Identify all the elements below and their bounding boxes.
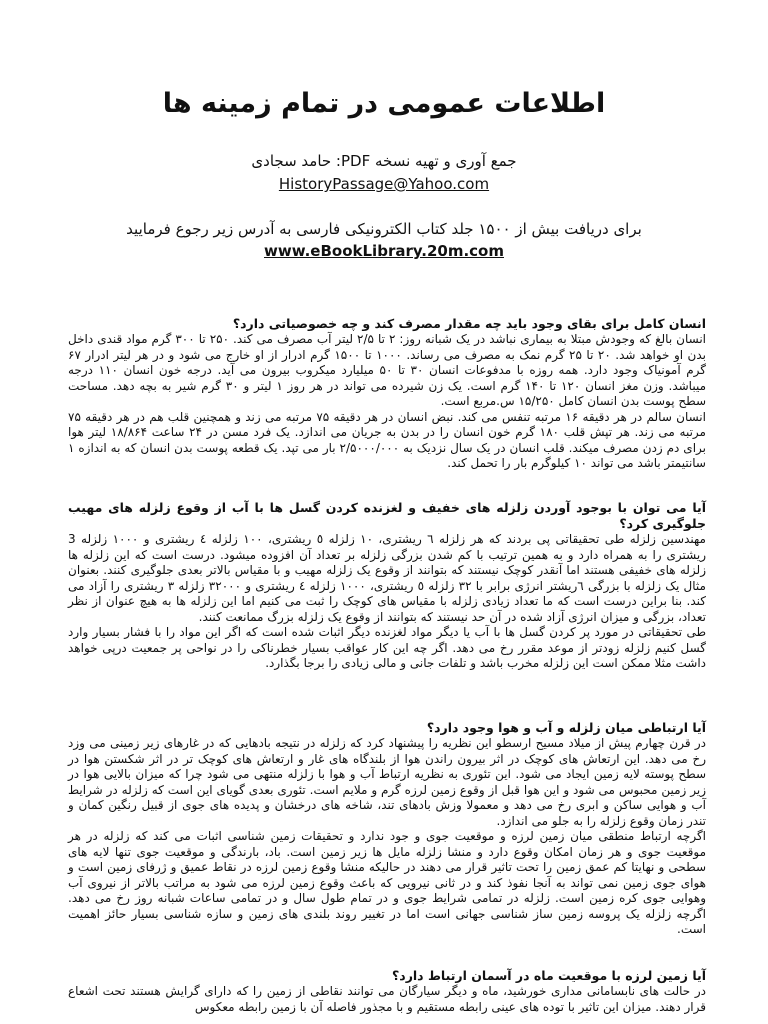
email-link[interactable]: HistoryPassage@Yahoo.com — [278, 175, 490, 193]
section-question: آیا ارتباطی میان زلزله و آب و هوا وجود دارد؟ — [426, 720, 706, 735]
download-note: برای دریافت بیش از ۱۵۰۰ جلد کتاب الکترونیکی فارسی به آدرس زیر رجوع فرمایید — [126, 220, 642, 238]
page-title: اطلاعات عمومی در تمام زمینه ها — [162, 88, 606, 119]
section-paragraph: در حالت های نابسامانی مداری خورشید، ماه و دیگر سیارگان می توانند نقاطی از زمین را که دارای گرایش هستند تحت اشعاع قرار دهند. میزان این تاثیر با توده های عینی رابطه مستقیم و با مجذور فاصله آن با زمین رابطه معکوس — [68, 984, 706, 1014]
section-paragraph: مهندسین زلزله طی تحقیقاتی پی بردند که هر زلزله ٦ ریشتری، ۱۰ زلزله ٥ ریشتری، ۱۰۰ زلزله ٤ ریشتری و ۱۰۰۰ زلزله 3 ریشتری را به همراه دارد و به همین ترتیب با کم شدن بزرگی زلزله بر تعداد آن افزوده میشود. درست است که این زلزله ها زلزله های خفیفی هستند اما آنقدر کوچک نیستند که بتوانند از وقوع یک زلزله مهیب و با مقیاس بالاتر بعدی جلوگیری کنند. بعنوان مثال یک زلزله با بزرگی ٦ریشتر انرژی برابر با ٣٢ زلزله ٥ ریشتری، ۱۰۰۰ زلزله ٤ ریشتری و ٣٢۰۰۰ زلزله ٣ ریشتری را آزاد می کند. بنا براین درست است که ما تعداد زیادی زلزله با مقیاس های کوچک را ثبت می کنیم اما این زلزله ها به هیچ عنوان از نظر تعداد، بزرگی و میزان انرژی آزاد شده در آن حد نیستند که بتوانند از وقوع یک زلزله بزرگ ممانعت کنند. — [68, 532, 706, 624]
section-paragraph: در قرن چهارم پیش از میلاد مسیح ارسطو این نظریه را پیشنهاد کرد که زلزله در نتیجه بادهایی که در غارهای زیر زمینی می وزد رخ می دهد. این ارتعاش های کوچک در اثر بیرون راندن هوا از بلندگاه های غار و ارتعاش های کوچک تر در اثر شکستن هوا در سطح پوسته لایه زمین ایجاد می شود. این تئوری به نظریه ارتباط آب و هوا با زلزله منتهی می شود چرا که میزان بالایی هوا در زیر زمین محبوس می شود و این هوا قبل از وقوع زمین لرزه گرم و ملایم است. تئوری بعدی گویای این است که زلزله در شرایط آب و هوایی ساکن و ابری رخ می دهد و معمولا وزش بادهای تند، شاخه های درخشان و پدیده های جوی از قبیل رنگین کمان و تندر زمان وقوع زلزله را به جلو می اندازد. — [68, 736, 706, 828]
section-question: آیا زمین لرزه با موقعیت ماه در آسمان ارتباط دارد؟ — [392, 968, 706, 983]
section-paragraph: انسان بالغ که وجودش مبتلا به بیماری نباشد در یک شبانه روز: ۲ تا ۲/۵ لیتر آب مصرف می کند. ۲۵۰ تا ۳۰۰ گرم مواد قندی داخل بدن او خواهد شد. ۲۰ تا ۲۵ گرم نمک به مصرف می رساند. ۱۰۰۰ تا ۱۵۰۰ گرم ادرار از او خارج می شود و در هر لیتر ادرار ۶۷ گرم آمونیاک وجود دارد. همه روزه با مدفوعات انسان ۳۰ تا ۵۰ میلیارد میکروب بیرون می آید. درجه خون انسان ۱۱۰ درجه میباشد. وزن مغز انسان ۱۲۰ تا ۱۴۰ گرم است. یک زن شیرده می تواند در هر روز ۱ لیتر و ۳۰ گرم شیر به بچه دهد. مساحت سطح پوست بدن انسان کامل ۱۵/۲۵۰ س.مربع است. — [68, 332, 707, 408]
section-earthquake-weather — [68, 720, 706, 938]
section-small-earthquakes — [68, 500, 706, 672]
section-paragraph: اگرچه ارتباط منطقی میان زمین لرزه و موقعیت جوی و جود ندارد و تحقیقات زمین شناسی اثبات می کند که زلزله در هر موقعیت جوی و هر زمان امکان وقوع دارد و منشا زلزله مایل ها زیر زمین است. باد، بارندگی و موقعیت جوی تنها لایه های سطحی و نهایتا کم عمق زمین را تحت تاثیر قرار می دهند در حالیکه منشا وقوع زمین لرزه در نقاط عمیق و ژرفای زمین است و هوای جوی زمین نمی تواند به آنجا نفوذ کند و در ثانی نیرویی که باعث وقوع زمین لرزه می شود به مراتب بالاتر از نیروی آب وهوایی جوی کره زمین است. زلزله در تمامی شرایط جوی و در تمام طول سال و در تمامی ساعات شبانه روز رخ می دهد. اگرچه زلزله یک پروسه زمین ساز شناسی جهانی است اما در تغییر روند بلندی های زمین و سازه شناسی بسیار حائز اهمیت است. — [68, 829, 706, 936]
section-question: انسان کامل برای بقای وجود باید چه مقدار مصرف کند و چه خصوصیاتی دارد؟ — [232, 316, 706, 331]
section-paragraph: طی تحقیقاتی در مورد پر کردن گسل ها با آب یا دیگر مواد لغزنده دیگر اثبات شده است که اگر این مواد را با فشار بسیار وارد گسل کنیم زلزله زودتر از موعد مقرر رخ می دهد. اگر چه این کار عواقب بسیار خطرناکی را در نواحی پر جمعیت درپی خواهد داشت مثلا ممکن است این زلزله مخرب باشد و تلفات جانی و مالی زیادی را برجا بگذارد. — [68, 625, 706, 670]
section-human-body — [68, 316, 706, 472]
compiler-credit: جمع آوری و تهیه نسخه PDF: حامد سجادی — [251, 152, 517, 170]
website-link[interactable]: www.eBookLibrary.20m.com — [264, 242, 504, 260]
section-paragraph: انسان سالم در هر دقیقه ۱۶ مرتبه تنفس می کند. نبض انسان در هر دقیقه ۷۵ مرتبه می زند و همچنین قلب هم در هر دقیقه ۷۵ مرتبه می زند. هر تپش قلب ۱۸۰ گرم خون انسان را در بدن به جریان می اندازد. یک فرد مسن در ۲۴ ساعت ۱۸/۸۶۴ لیتر هوا برای دم زدن مصرف میکند. قلب انسان در یک سال نزدیک به ۲/۵۰۰۰/۰۰۰ بار می تپد. یک قطعه پوست بدن انسان که به اندازه ۱ سانتیمتر باشد می تواند ۱۰ کیلوگرم بار را تحمل کند. — [68, 409, 706, 470]
section-earthquake-moon — [68, 968, 706, 1015]
section-question: آیا می توان با بوجود آوردن زلزله های خفیف و لغزنده کردن گسل ها با آب از وقوع زلزله های مهیب جلوگیری کرد؟ — [68, 500, 706, 531]
